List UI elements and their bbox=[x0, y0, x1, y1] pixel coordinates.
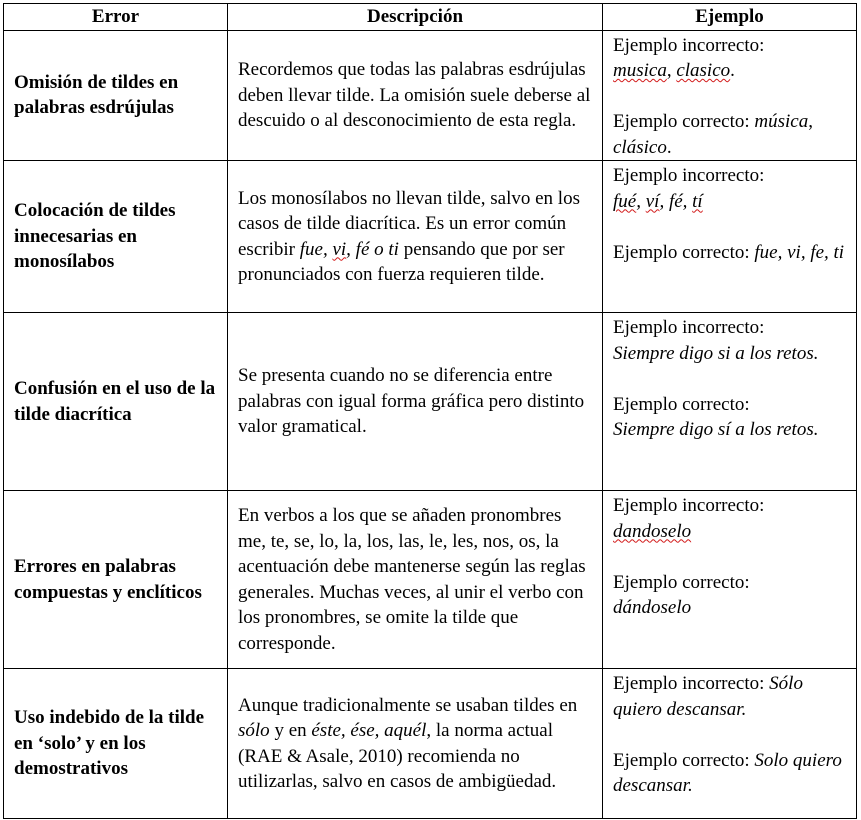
description-text: Aunque tradicionalmente se usaban tildes en bbox=[238, 694, 578, 716]
correct-label: Ejemplo correcto: bbox=[613, 393, 750, 415]
correct-label: Ejemplo correcto: bbox=[613, 749, 755, 771]
description-text: vi bbox=[332, 238, 347, 260]
description-cell bbox=[228, 669, 603, 819]
description-text: En verbos a los que se añaden pronombres me, te, se, lo, la, los, las, le, les, nos, os, la acentuación debe mantenerse según las reglas generales. Muchas veces, al unir el verbo con los pronombres, se omite la tilde que corresponde. bbox=[238, 505, 586, 654]
incorrect-text: dandoselo bbox=[613, 520, 692, 542]
incorrect-text: , bbox=[666, 60, 677, 81]
table-row bbox=[4, 669, 857, 819]
incorrect-text: . bbox=[730, 60, 735, 81]
table-row bbox=[4, 313, 857, 491]
correct-text: clásico bbox=[613, 136, 667, 158]
error-cell: Confusión en el uso de la tilde diacrítica bbox=[4, 313, 228, 491]
incorrect-text: Sólo quiero descansar. bbox=[613, 673, 803, 720]
error-cell: Errores en palabras compuestas y enclíticos bbox=[4, 491, 228, 669]
error-cell: Omisión de tildes en palabras esdrújulas bbox=[4, 30, 228, 161]
correct-example bbox=[613, 109, 846, 160]
correct-example bbox=[613, 748, 846, 799]
description-text: pensando que por ser pronunciados con fuerza requieren tilde. bbox=[238, 238, 565, 285]
error-cell: Colocación de tildes innecesarias en monosílabos bbox=[4, 161, 228, 313]
correct-text: Solo quiero descansar. bbox=[613, 749, 842, 796]
correct-text: música bbox=[754, 111, 809, 132]
example-spacer bbox=[613, 214, 846, 240]
correct-text: fue, vi, fe, ti bbox=[754, 241, 845, 263]
example-spacer bbox=[613, 722, 846, 748]
correct-example bbox=[613, 240, 846, 266]
incorrect-example bbox=[613, 163, 846, 214]
incorrect-label: Ejemplo incorrecto: bbox=[613, 34, 765, 56]
description-text: Recordemos que todas las palabras esdrújulas deben llevar tilde. La omisión suele deberse al descuido o al desconocimiento de esta regla. bbox=[238, 59, 591, 131]
description-text: Los monosílabos no llevan tilde, salvo en los casos de tilde diacrítica. Es un error común escribir bbox=[238, 187, 580, 260]
example-cell bbox=[603, 161, 857, 313]
example-cell bbox=[603, 669, 857, 819]
header-error: Error bbox=[4, 4, 228, 31]
example-cell bbox=[603, 491, 857, 669]
example-cell bbox=[603, 30, 857, 161]
correct-text: , bbox=[808, 111, 813, 132]
description-cell bbox=[228, 161, 603, 313]
incorrect-label: Ejemplo incorrecto: bbox=[613, 495, 765, 516]
table-row bbox=[4, 491, 857, 669]
errors-table bbox=[3, 3, 857, 819]
description-text: Se presenta cuando no se diferencia entre palabras con igual forma gráfica pero distinto valor gramatical. bbox=[238, 365, 585, 438]
correct-text: Siempre digo sí a los retos. bbox=[613, 419, 819, 440]
description-cell bbox=[228, 491, 603, 669]
header-row bbox=[4, 4, 857, 31]
example-spacer bbox=[613, 84, 846, 110]
incorrect-example bbox=[613, 315, 846, 366]
header-ejemplo: Ejemplo bbox=[603, 4, 857, 31]
incorrect-text: ví bbox=[645, 190, 660, 212]
description-text: y en bbox=[269, 720, 312, 741]
description-text: fue, bbox=[299, 238, 333, 260]
table-row bbox=[4, 30, 857, 161]
incorrect-text: , fé, bbox=[659, 190, 693, 212]
example-spacer bbox=[613, 544, 846, 570]
incorrect-label: Ejemplo incorrecto: bbox=[613, 317, 765, 338]
example-cell bbox=[603, 313, 857, 491]
error-cell: Uso indebido de la tilde en ‘solo’ y en los demostrativos bbox=[4, 669, 228, 819]
description-cell bbox=[228, 313, 603, 491]
description-text: sólo bbox=[238, 720, 270, 741]
correct-label: Ejemplo correcto: bbox=[613, 111, 755, 132]
incorrect-example bbox=[613, 493, 846, 544]
incorrect-text: tí bbox=[692, 190, 703, 212]
incorrect-label: Ejemplo incorrecto: bbox=[613, 673, 770, 694]
correct-example bbox=[613, 570, 846, 621]
correct-label: Ejemplo correcto: bbox=[613, 571, 750, 593]
incorrect-text: Siempre digo si a los retos. bbox=[613, 342, 819, 364]
correct-text: . bbox=[666, 136, 672, 158]
description-text: éste, ése, aquél bbox=[311, 720, 427, 741]
correct-text: dándoselo bbox=[613, 597, 692, 618]
description-cell bbox=[228, 30, 603, 161]
incorrect-text: musica bbox=[613, 60, 667, 81]
incorrect-text: fué bbox=[613, 190, 637, 212]
table-row bbox=[4, 161, 857, 313]
incorrect-text: clasico bbox=[676, 60, 731, 81]
header-descripcion: Descripción bbox=[228, 4, 603, 31]
incorrect-label: Ejemplo incorrecto: bbox=[613, 165, 765, 186]
incorrect-text: , bbox=[636, 190, 646, 212]
description-text: , la norma actual (RAE & Asale, 2010) recomienda no utilizarlas, salvo en casos de ambigüedad. bbox=[238, 720, 557, 792]
incorrect-example bbox=[613, 671, 846, 722]
incorrect-example bbox=[613, 33, 846, 84]
correct-example bbox=[613, 392, 846, 443]
example-spacer bbox=[613, 366, 846, 392]
correct-label: Ejemplo correcto: bbox=[613, 241, 755, 263]
description-text: , fé o ti bbox=[346, 238, 399, 260]
